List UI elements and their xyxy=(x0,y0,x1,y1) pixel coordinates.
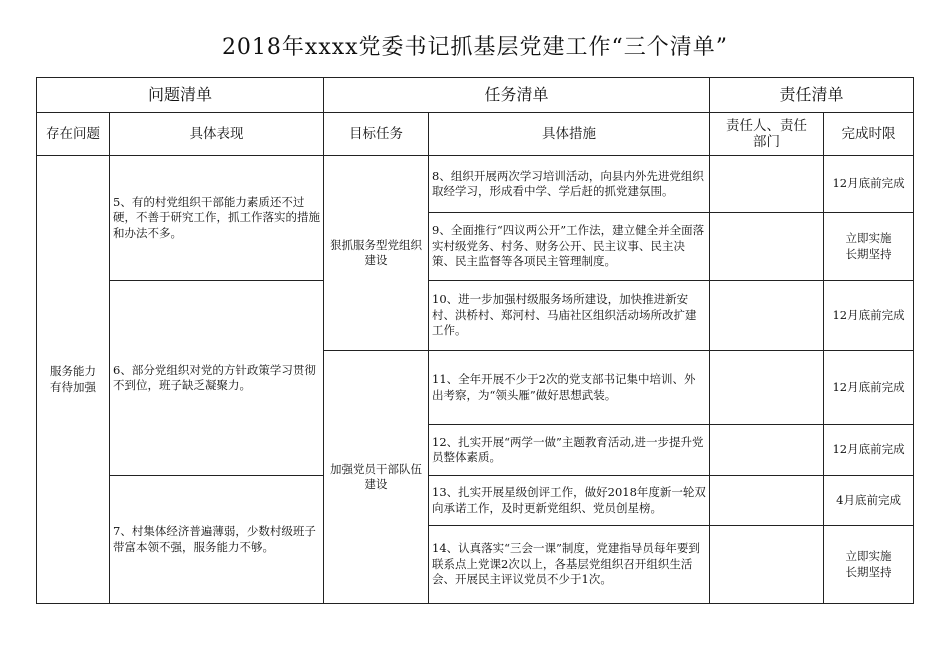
header-row-1 xyxy=(37,78,914,113)
responsible-dept-cell xyxy=(710,351,824,425)
manifestation-cell: 5、有的村党组织干部能力素质还不过硬，不善于研究工作，抓工作落实的措施和办法不多。 xyxy=(110,156,324,281)
deadline-cell: 12月底前完成 xyxy=(824,156,914,213)
manifestation-header: 具体表现 xyxy=(110,113,324,156)
table-row xyxy=(37,476,914,526)
measure-cell: 10、进一步加强村级服务场所建设，加快推进新安村、洪桥村、郑河村、马庙社区组织活动场所改扩建工作。 xyxy=(429,281,710,351)
task-list-header: 任务清单 xyxy=(324,78,710,113)
table-row xyxy=(37,156,914,213)
problem-list-header: 问题清单 xyxy=(37,78,324,113)
deadline-cell: 12月底前完成 xyxy=(824,351,914,425)
target-task-cell: 狠抓服务型党组织建设 xyxy=(324,156,429,351)
measure-cell: 8、组织开展两次学习培训活动，向县内外先进党组织取经学习，形成看中学、学后赶的抓党建氛围。 xyxy=(429,156,710,213)
header-row-2 xyxy=(37,113,914,156)
measures-header: 具体措施 xyxy=(429,113,710,156)
responsibility-list-header: 责任清单 xyxy=(710,78,914,113)
deadline-cell: 立即实施 长期坚持 xyxy=(824,213,914,281)
manifestation-cell: 7、村集体经济普遍薄弱，少数村级班子带富本领不强，服务能力不够。 xyxy=(110,476,324,604)
measure-cell: 9、全面推行“四议两公开”工作法，建立健全并全面落实村级党务、村务、财务公开、民主议事、民主决策、民主监督等各项民主管理制度。 xyxy=(429,213,710,281)
existing-problem-header: 存在问题 xyxy=(37,113,110,156)
deadline-cell: 立即实施 长期坚持 xyxy=(824,526,914,604)
measure-cell: 13、扎实开展星级创评工作，做好2018年度新一轮双向承诺工作，及时更新党组织、党员创星榜。 xyxy=(429,476,710,526)
problem-cell: 服务能力 有待加强 xyxy=(37,156,110,604)
page-title: 2018年xxxx党委书记抓基层党建工作“三个清单” xyxy=(221,35,729,60)
three-lists-table xyxy=(36,77,914,604)
measure-cell: 14、认真落实“三会一课”制度，党建指导员每年要到联系点上党课2次以上，各基层党组织召开组织生活会、开展民主评议党员不少于1次。 xyxy=(429,526,710,604)
responsible-dept-cell xyxy=(710,526,824,604)
deadline-header: 完成时限 xyxy=(824,113,914,156)
deadline-cell: 4月底前完成 xyxy=(824,476,914,526)
target-task-cell: 加强党员干部队伍建设 xyxy=(324,351,429,604)
responsible-dept-cell xyxy=(710,425,824,476)
deadline-cell: 12月底前完成 xyxy=(824,281,914,351)
target-task-header: 目标任务 xyxy=(324,113,429,156)
measure-cell: 12、扎实开展“两学一做”主题教育活动,进一步提升党员整体素质。 xyxy=(429,425,710,476)
responsible-dept-cell xyxy=(710,156,824,213)
responsible-dept-cell xyxy=(710,213,824,281)
responsible-dept-cell xyxy=(710,281,824,351)
responsible-dept-cell xyxy=(710,476,824,526)
responsible-dept-header: 责任人、责任 部门 xyxy=(710,113,824,156)
measure-cell: 11、全年开展不少于2次的党支部书记集中培训、外出考察，为“领头雁”做好思想武装。 xyxy=(429,351,710,425)
table-row xyxy=(37,281,914,351)
deadline-cell: 12月底前完成 xyxy=(824,425,914,476)
manifestation-cell: 6、部分党组织对党的方针政策学习贯彻不到位，班子缺乏凝聚力。 xyxy=(110,281,324,476)
